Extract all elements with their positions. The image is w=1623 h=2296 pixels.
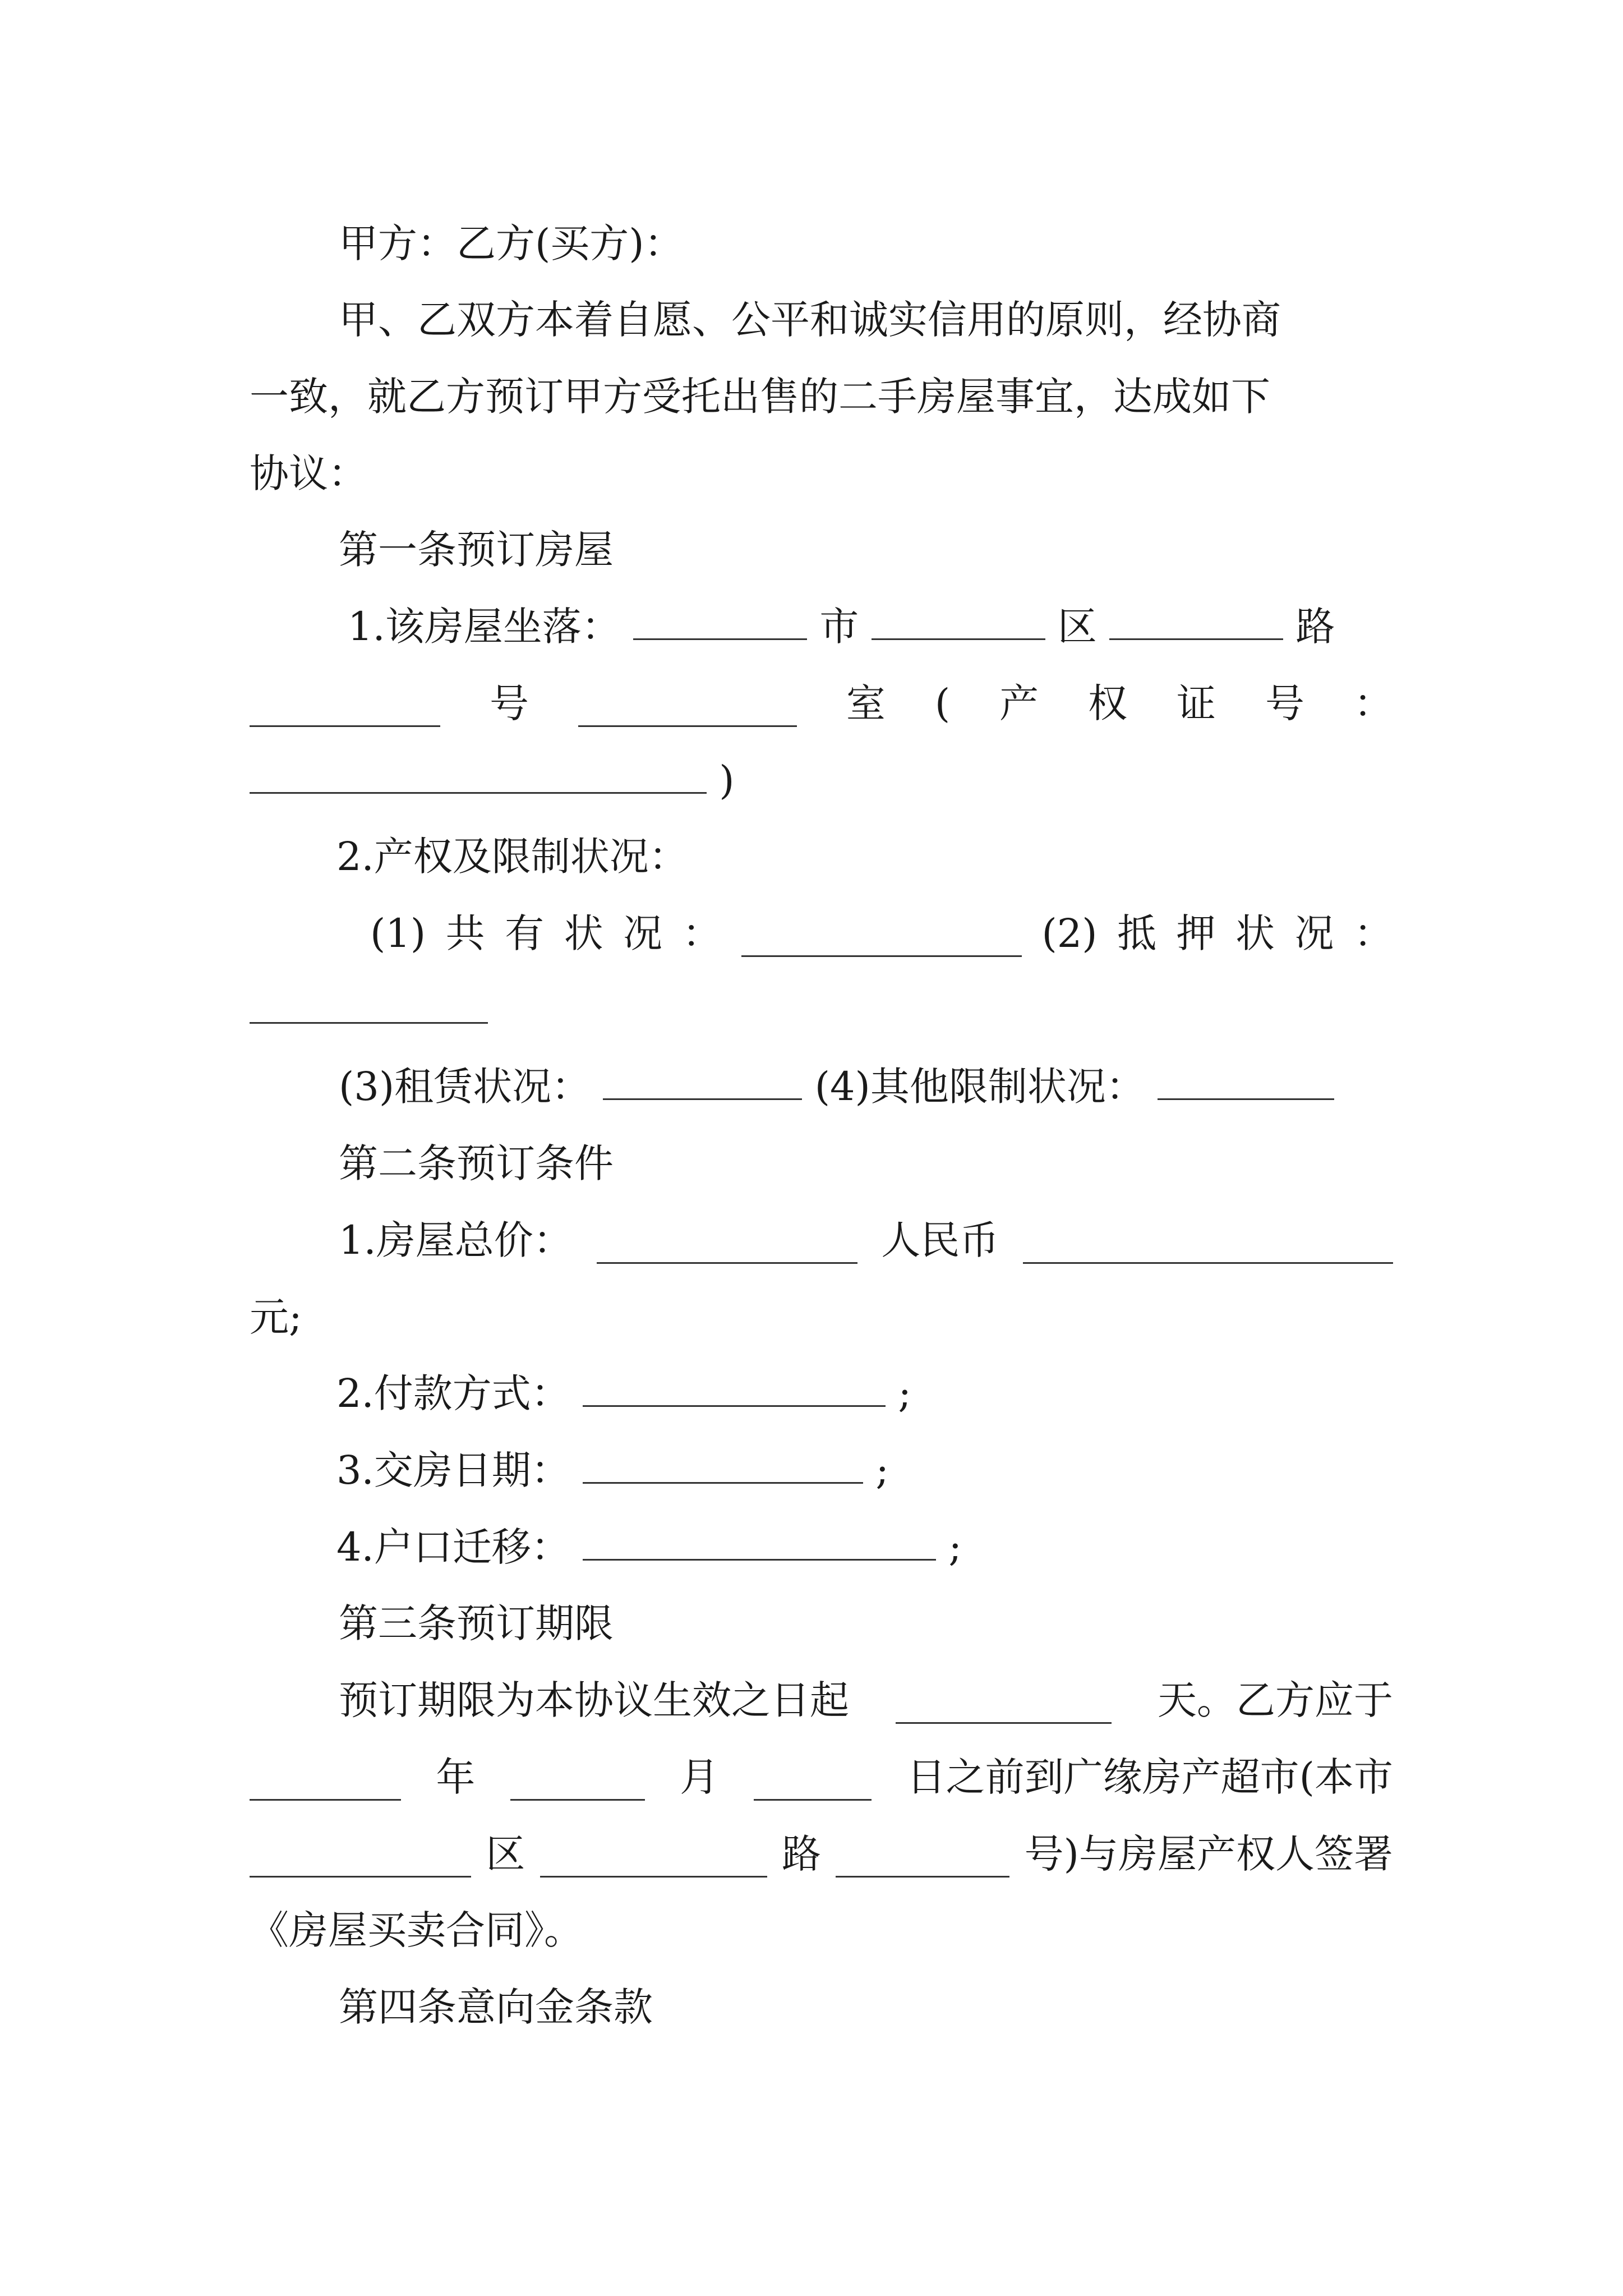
other-label: (4)其他限制状况： [814, 1064, 1145, 1110]
sign-tail: 号)与房屋产权人签署 [1024, 1831, 1393, 1877]
mortgage-char: 抵 [1117, 910, 1157, 956]
price-line [339, 1217, 1393, 1264]
price-currency: 人民币 [881, 1217, 999, 1263]
day-before: 日之前到广缘房产超市(本市 [906, 1754, 1393, 1800]
joint-char: 况 [623, 910, 663, 956]
lease-label: (3)租赁状况： [339, 1064, 591, 1110]
room-word: 室 [846, 680, 886, 726]
hukou-end: ; [948, 1524, 962, 1570]
district-word: 区 [1057, 604, 1097, 650]
day-blank[interactable] [754, 1764, 872, 1801]
payment-label: 2.付款方式： [336, 1370, 570, 1416]
price-label: 1.房屋总价： [339, 1217, 573, 1263]
office-district-word: 区 [486, 1831, 525, 1877]
term-line [339, 1677, 1393, 1724]
price-blank[interactable] [597, 1227, 857, 1264]
lease-other-line [339, 1063, 1334, 1110]
office-road-word: 路 [781, 1831, 821, 1877]
joint-char: 共 [445, 910, 485, 956]
office-road-blank[interactable] [540, 1841, 767, 1878]
month-word: 月 [679, 1754, 719, 1800]
delivery-end: ; [875, 1447, 889, 1493]
payment-line [336, 1370, 911, 1417]
mortgage-blank[interactable] [250, 987, 488, 1024]
cert-char: ： [1353, 680, 1393, 726]
road-word: 路 [1295, 604, 1335, 650]
cert-line [250, 757, 735, 804]
contract-title: 《房屋买卖合同》。 [250, 1907, 583, 1953]
year-blank[interactable] [250, 1764, 401, 1801]
payment-blank[interactable] [583, 1370, 886, 1407]
hukou-blank[interactable] [583, 1524, 936, 1561]
intro-text-3: 协议： [250, 450, 367, 496]
district-blank[interactable] [872, 604, 1045, 640]
location-line [348, 603, 1335, 650]
intro-text-1: 甲、乙双方本着自愿、公平和诚实信用的原则，经协商 [339, 297, 1281, 343]
cert-number-blank[interactable] [250, 757, 707, 794]
article3-heading-text: 第三条预订期限 [339, 1600, 614, 1646]
hukou-label: 4.户口迁移： [336, 1524, 570, 1570]
mortgage-line [250, 987, 488, 1034]
office-number-blank[interactable] [836, 1841, 1009, 1878]
delivery-line [336, 1447, 889, 1494]
location-line-2 [250, 680, 1393, 727]
intro-line-2 [250, 373, 1393, 420]
year-word: 年 [436, 1754, 476, 1800]
lease-blank[interactable] [603, 1064, 802, 1100]
joint-mortgage-line [370, 910, 1393, 957]
city-blank[interactable] [633, 604, 807, 640]
ownership-heading-text: 2.产权及限制状况： [336, 834, 688, 880]
other-blank[interactable] [1158, 1064, 1334, 1100]
payment-end: ; [898, 1370, 911, 1416]
number-blank[interactable] [250, 691, 440, 727]
term-tail: 天。乙方应于 [1158, 1677, 1393, 1723]
parties-line [339, 220, 684, 267]
article1-heading [339, 526, 614, 573]
joint-char: (1) [370, 910, 426, 956]
article3-heading [339, 1600, 614, 1647]
delivery-label: 3.交房日期： [336, 1447, 570, 1493]
intro-line-1 [339, 296, 1393, 343]
joint-char: 有 [505, 910, 545, 956]
cert-char: 号 [1265, 680, 1304, 726]
price-words-blank[interactable] [1023, 1227, 1393, 1264]
ownership-heading [336, 833, 688, 880]
mortgage-char: ： [1353, 910, 1393, 956]
article2-heading-text: 第二条预订条件 [339, 1140, 614, 1186]
cert-char: 权 [1088, 680, 1128, 726]
month-blank[interactable] [510, 1764, 645, 1801]
location-label: 1.该房屋坐落： [348, 604, 621, 650]
contract-line [250, 1907, 583, 1954]
price-unit: 元; [250, 1294, 302, 1340]
cert-char: 证 [1176, 680, 1216, 726]
city-word: 市 [819, 604, 859, 650]
article4-heading [339, 1984, 653, 2031]
joint-char: 状 [564, 910, 603, 956]
parties-text: 甲方：乙方(买方)： [339, 220, 684, 266]
intro-text-2: 一致，就乙方预订甲方受托出售的二手房屋事宜，达成如下 [250, 374, 1270, 420]
term-days-blank[interactable] [896, 1687, 1112, 1724]
cert-close-paren: ) [719, 757, 735, 803]
road-blank[interactable] [1109, 604, 1283, 640]
hukou-line [336, 1524, 962, 1571]
article2-heading [339, 1140, 614, 1187]
office-district-blank[interactable] [250, 1841, 471, 1878]
cert-open-paren: ( [934, 680, 951, 726]
number-word: 号 [489, 680, 529, 726]
cert-char: 产 [999, 680, 1039, 726]
article1-heading-text: 第一条预订房屋 [339, 527, 614, 573]
delivery-blank[interactable] [583, 1447, 863, 1484]
article4-heading-text: 第四条意向金条款 [339, 1984, 653, 2030]
price-unit-line [250, 1294, 302, 1341]
address-line [250, 1830, 1393, 1878]
joint-char: ： [682, 910, 722, 956]
mortgage-char: 状 [1235, 910, 1275, 956]
mortgage-char: 押 [1176, 910, 1216, 956]
joint-blank[interactable] [741, 921, 1022, 957]
room-blank[interactable] [578, 691, 797, 727]
date-line [250, 1754, 1393, 1801]
intro-line-3 [250, 450, 367, 497]
term-lead: 预订期限为本协议生效之日起 [339, 1677, 849, 1723]
mortgage-char: 况 [1294, 910, 1334, 956]
mortgage-char: (2) [1041, 910, 1098, 956]
